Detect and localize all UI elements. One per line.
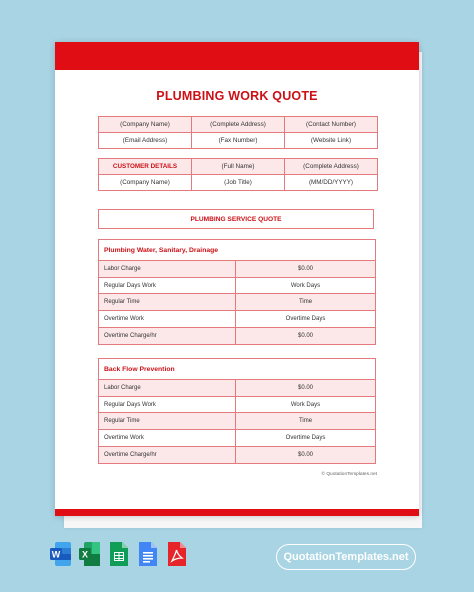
quote-document	[55, 42, 419, 516]
customer-company-field[interactable]: (Company Name)	[99, 175, 192, 191]
service-section-backflow	[98, 358, 376, 464]
file-format-icons	[50, 540, 188, 568]
table-row	[99, 261, 375, 278]
section-title: Back Flow Prevention	[99, 359, 375, 380]
company-info-table	[98, 116, 378, 149]
row-label: Labor Charge	[99, 261, 236, 277]
row-value[interactable]: Overtime Days	[285, 434, 326, 441]
table-row	[99, 117, 378, 133]
row-value[interactable]: Overtime Days	[285, 315, 326, 322]
google-sheets-icon[interactable]	[108, 540, 130, 568]
customer-details-table	[98, 158, 378, 191]
service-quote-heading: PLUMBING SERVICE QUOTE	[98, 209, 374, 229]
table-row	[99, 430, 375, 447]
table-row	[99, 413, 375, 430]
row-value[interactable]: Work Days	[290, 401, 321, 408]
date-field[interactable]: (MM/DD/YYYY)	[285, 175, 378, 191]
table-row	[99, 380, 375, 397]
row-value[interactable]: Time	[298, 299, 313, 306]
company-address-field[interactable]: (Complete Address)	[192, 117, 285, 133]
row-value[interactable]: Work Days	[290, 282, 321, 289]
fax-field[interactable]: (Fax Number)	[192, 133, 285, 149]
header-band	[55, 42, 419, 70]
table-row	[99, 328, 375, 345]
svg-text:X: X	[81, 549, 89, 560]
full-name-field[interactable]: (Full Name)	[192, 159, 285, 175]
table-row	[99, 294, 375, 311]
pdf-icon[interactable]	[166, 540, 188, 568]
table-row	[99, 278, 375, 295]
company-name-field[interactable]: (Company Name)	[99, 117, 192, 133]
row-label: Regular Time	[99, 413, 236, 429]
row-value[interactable]: $0.00	[297, 452, 313, 459]
table-row	[99, 175, 378, 191]
row-value[interactable]: Time	[298, 418, 313, 425]
row-value[interactable]: $0.00	[297, 333, 313, 340]
row-label: Regular Time	[99, 294, 236, 310]
row-label: Regular Days Work	[99, 397, 236, 413]
document-title: PLUMBING WORK QUOTE	[156, 89, 318, 103]
table-row	[99, 159, 378, 175]
word-icon[interactable]	[50, 540, 72, 568]
row-label: Overtime Charge/hr	[99, 328, 236, 345]
table-row	[99, 447, 375, 464]
google-docs-icon[interactable]	[137, 540, 159, 568]
footer-credit: © QuotationTemplates.net	[321, 472, 377, 477]
svg-text:W: W	[51, 549, 61, 560]
row-label: Regular Days Work	[99, 278, 236, 294]
row-label: Overtime Charge/hr	[99, 447, 236, 464]
row-label: Labor Charge	[99, 380, 236, 396]
customer-details-label: CUSTOMER DETAILS	[99, 159, 192, 175]
brand-badge[interactable]: QuotationTemplates.net	[276, 544, 416, 570]
table-row	[99, 133, 378, 149]
job-title-field[interactable]: (Job Title)	[192, 175, 285, 191]
section-title: Plumbing Water, Sanitary, Drainage	[99, 240, 375, 261]
customer-address-field[interactable]: (Complete Address)	[285, 159, 378, 175]
row-value[interactable]: $0.00	[297, 384, 313, 391]
row-label: Overtime Work	[99, 311, 236, 327]
row-value[interactable]: $0.00	[297, 265, 313, 272]
table-row	[99, 397, 375, 414]
table-row	[99, 311, 375, 328]
excel-icon[interactable]	[79, 540, 101, 568]
service-section-plumbing	[98, 239, 376, 345]
footer-band	[55, 509, 419, 516]
contact-number-field[interactable]: (Contact Number)	[285, 117, 378, 133]
row-label: Overtime Work	[99, 430, 236, 446]
website-field[interactable]: (Website Link)	[285, 133, 378, 149]
email-field[interactable]: (Email Address)	[99, 133, 192, 149]
